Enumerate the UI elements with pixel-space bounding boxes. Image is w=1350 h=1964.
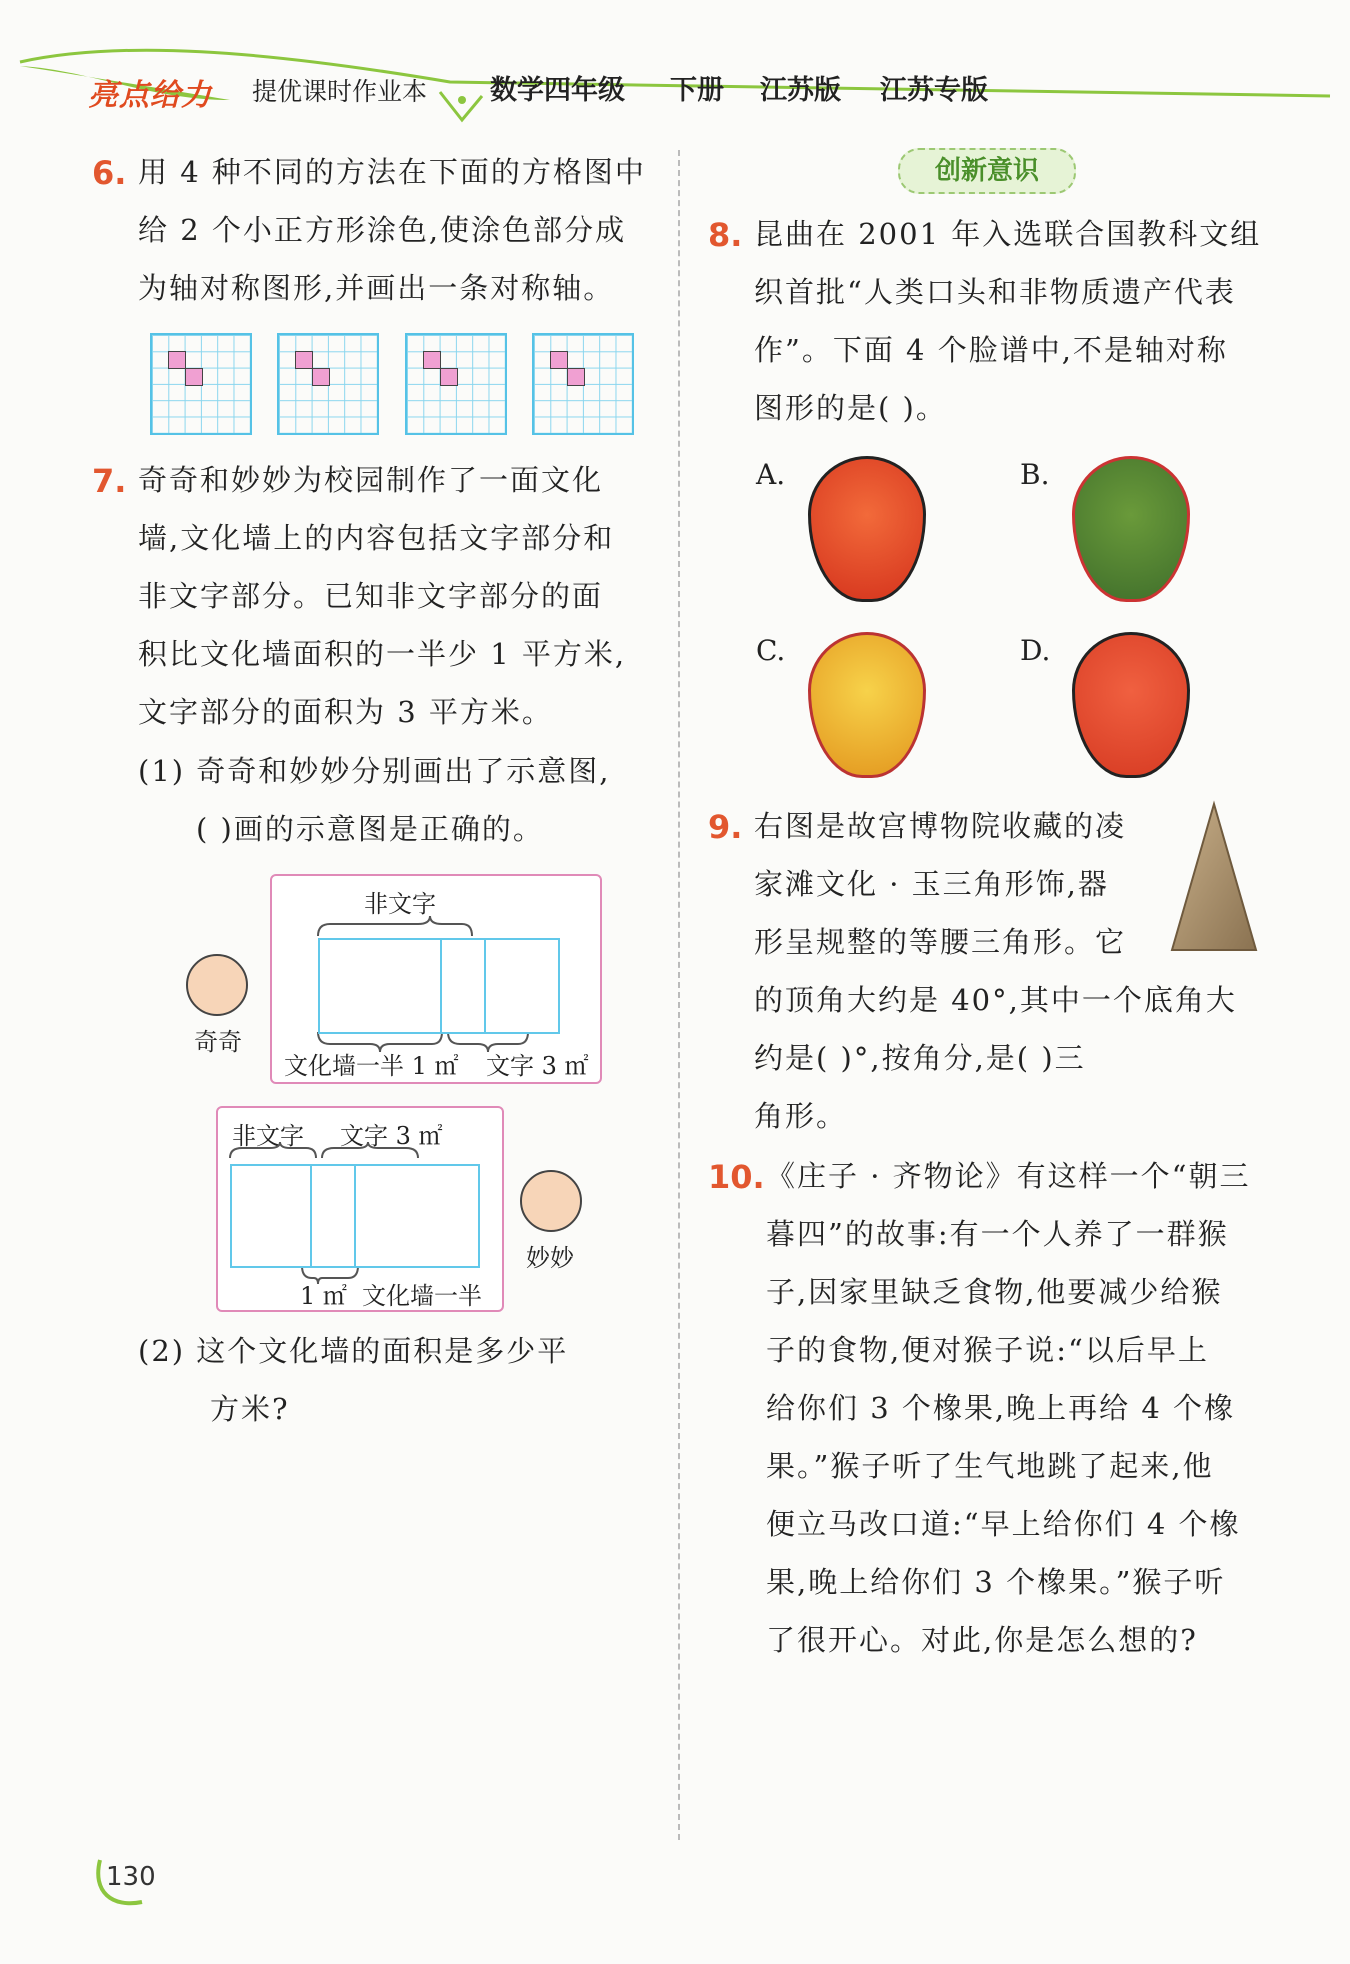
q8-line[interactable]: 图形的是( )。 [754,391,947,425]
qiqi-name: 奇奇 [194,1028,242,1056]
q10-line: 便立马改口道:“早上给你们 4 个橡 [766,1507,1241,1541]
q7-p2-line: 方米? [210,1392,290,1426]
q10-line: 给你们 3 个橡果,晚上再给 4 个橡 [766,1391,1235,1425]
q7-line: 墙,文化墙上的内容包括文字部分和 [138,521,615,555]
miaomiao-label-half: 文化墙一半 [362,1282,482,1310]
q9-line[interactable]: 约是( )°,按角分,是( )三 [754,1041,1086,1075]
q9-text [754,797,1237,1145]
q10-line: 暮四”的故事:有一个人养了一群猴 [766,1217,1229,1251]
square-grid-3[interactable] [405,333,507,435]
shaded-square [185,368,203,386]
section-badge: 创新意识 [898,148,1076,194]
option-c-label[interactable]: C. [756,634,786,667]
q6-line: 给 2 个小正方形涂色,使涂色部分成 [138,213,627,247]
qiqi-rect-mid [440,938,486,1034]
shaded-square [423,351,441,369]
q9-line: 右图是故宫博物院收藏的凌 [754,809,1127,843]
qiqi-rect-left [318,938,442,1034]
brand-logo: 亮点给力 [88,78,212,113]
q10-number: 10. [708,1158,765,1196]
q8-number: 8. [708,216,743,254]
q7-part1 [138,742,611,858]
q7-line: 奇奇和妙妙为校园制作了一面文化 [138,463,604,497]
girl-face-icon [520,1170,582,1232]
q9-line: 家滩文化 · 玉三角形饰,器 [754,867,1109,901]
qiqi-label-nonword: 非文字 [364,890,436,918]
q10-line: 了很开心。对此,你是怎么想的? [766,1623,1198,1657]
q8-text [754,205,1261,437]
header-volume: 下册 [670,75,724,106]
q10-line: 子,因家里缺乏食物,他要减少给猴 [766,1275,1223,1309]
shaded-square [168,351,186,369]
opera-mask-b-icon[interactable] [1072,456,1190,602]
q9-line: 形呈规整的等腰三角形。它 [754,925,1127,959]
q9-line: 角形。 [754,1099,848,1133]
opera-mask-c-icon[interactable] [808,632,926,778]
opera-mask-a-icon[interactable] [808,456,926,602]
qiqi-rect-right [484,938,560,1034]
q10-line: 《庄子 · 齐物论》有这样一个“朝三 [766,1159,1251,1193]
q9-number: 9. [708,808,743,846]
shaded-square [295,351,313,369]
boy-face-icon [186,954,248,1016]
q7-text [138,451,626,741]
header-grade: 数学四年级 [490,75,625,106]
square-grid-1[interactable] [150,333,252,435]
q7-p1-line[interactable]: ( )画的示意图是正确的。 [196,812,544,846]
miaomiao-diagram [216,1106,504,1312]
q10-line: 子的食物,便对猴子说:“以后早上 [766,1333,1209,1367]
column-divider [678,150,680,1840]
q8-line: 作”。下面 4 个脸谱中,不是轴对称 [754,333,1228,367]
miaomiao-label-word: 文字 3 ㎡ [340,1122,443,1150]
q10-line: 果,晚上给你们 3 个橡果。”猴子听 [766,1565,1226,1599]
opera-mask-d-icon[interactable] [1072,632,1190,778]
shaded-square [440,368,458,386]
shaded-square [312,368,330,386]
q7-number: 7. [92,462,127,500]
book-subtitle: 提优课时作业本 [252,77,428,106]
q6-line: 用 4 种不同的方法在下面的方格图中 [138,155,646,189]
header-edition: 江苏版 [760,75,841,106]
q7-line: 文字部分的面积为 3 平方米。 [138,695,553,729]
header-special: 江苏专版 [880,75,988,106]
page-number: 130 [106,1862,156,1892]
miaomiao-label-nonword: 非文字 [232,1122,304,1150]
q7-p2-line: (2) 这个文化墙的面积是多少平 [138,1334,569,1368]
q8-line: 织首批“人类口头和非物质遗产代表 [754,275,1236,309]
q10-text [766,1147,1250,1669]
q9-line: 的顶角大约是 40°,其中一个底角大 [754,983,1237,1017]
miaomiao-label-1m2: 1 ㎡ [300,1282,347,1310]
q7-part2 [138,1322,568,1438]
qiqi-label-half: 文化墙一半 1 ㎡ [284,1052,459,1080]
page-header [0,0,1350,130]
jade-triangle-icon [1166,800,1260,956]
qiqi-avatar [186,954,248,1016]
q7-line: 非文字部分。已知非文字部分的面 [138,579,604,613]
miaomiao-rect-mid [310,1164,356,1268]
qiqi-label-word: 文字 3 ㎡ [486,1052,589,1080]
miaomiao-rect-right [354,1164,480,1268]
shaded-square [550,351,568,369]
miaomiao-name: 妙妙 [526,1244,574,1272]
option-a-label[interactable]: A. [756,458,786,491]
q8-line: 昆曲在 2001 年入选联合国教科文组 [754,217,1262,251]
q7-line: 积比文化墙面积的一半少 1 平方米, [138,637,627,671]
qiqi-diagram [270,874,602,1084]
option-b-label[interactable]: B. [1020,458,1050,491]
miaomiao-avatar [520,1170,582,1232]
square-grid-2[interactable] [277,333,379,435]
q7-p1-line: (1) 奇奇和妙妙分别画出了示意图, [138,754,611,788]
q6-text [138,143,646,317]
shaded-square [567,368,585,386]
option-d-label[interactable]: D. [1020,634,1051,667]
q6-number: 6. [92,154,127,192]
square-grid-4[interactable] [532,333,634,435]
miaomiao-rect-left [230,1164,312,1268]
q10-line: 果。”猴子听了生气地跳了起来,他 [766,1449,1214,1483]
q6-line: 为轴对称图形,并画出一条对称轴。 [138,271,615,305]
